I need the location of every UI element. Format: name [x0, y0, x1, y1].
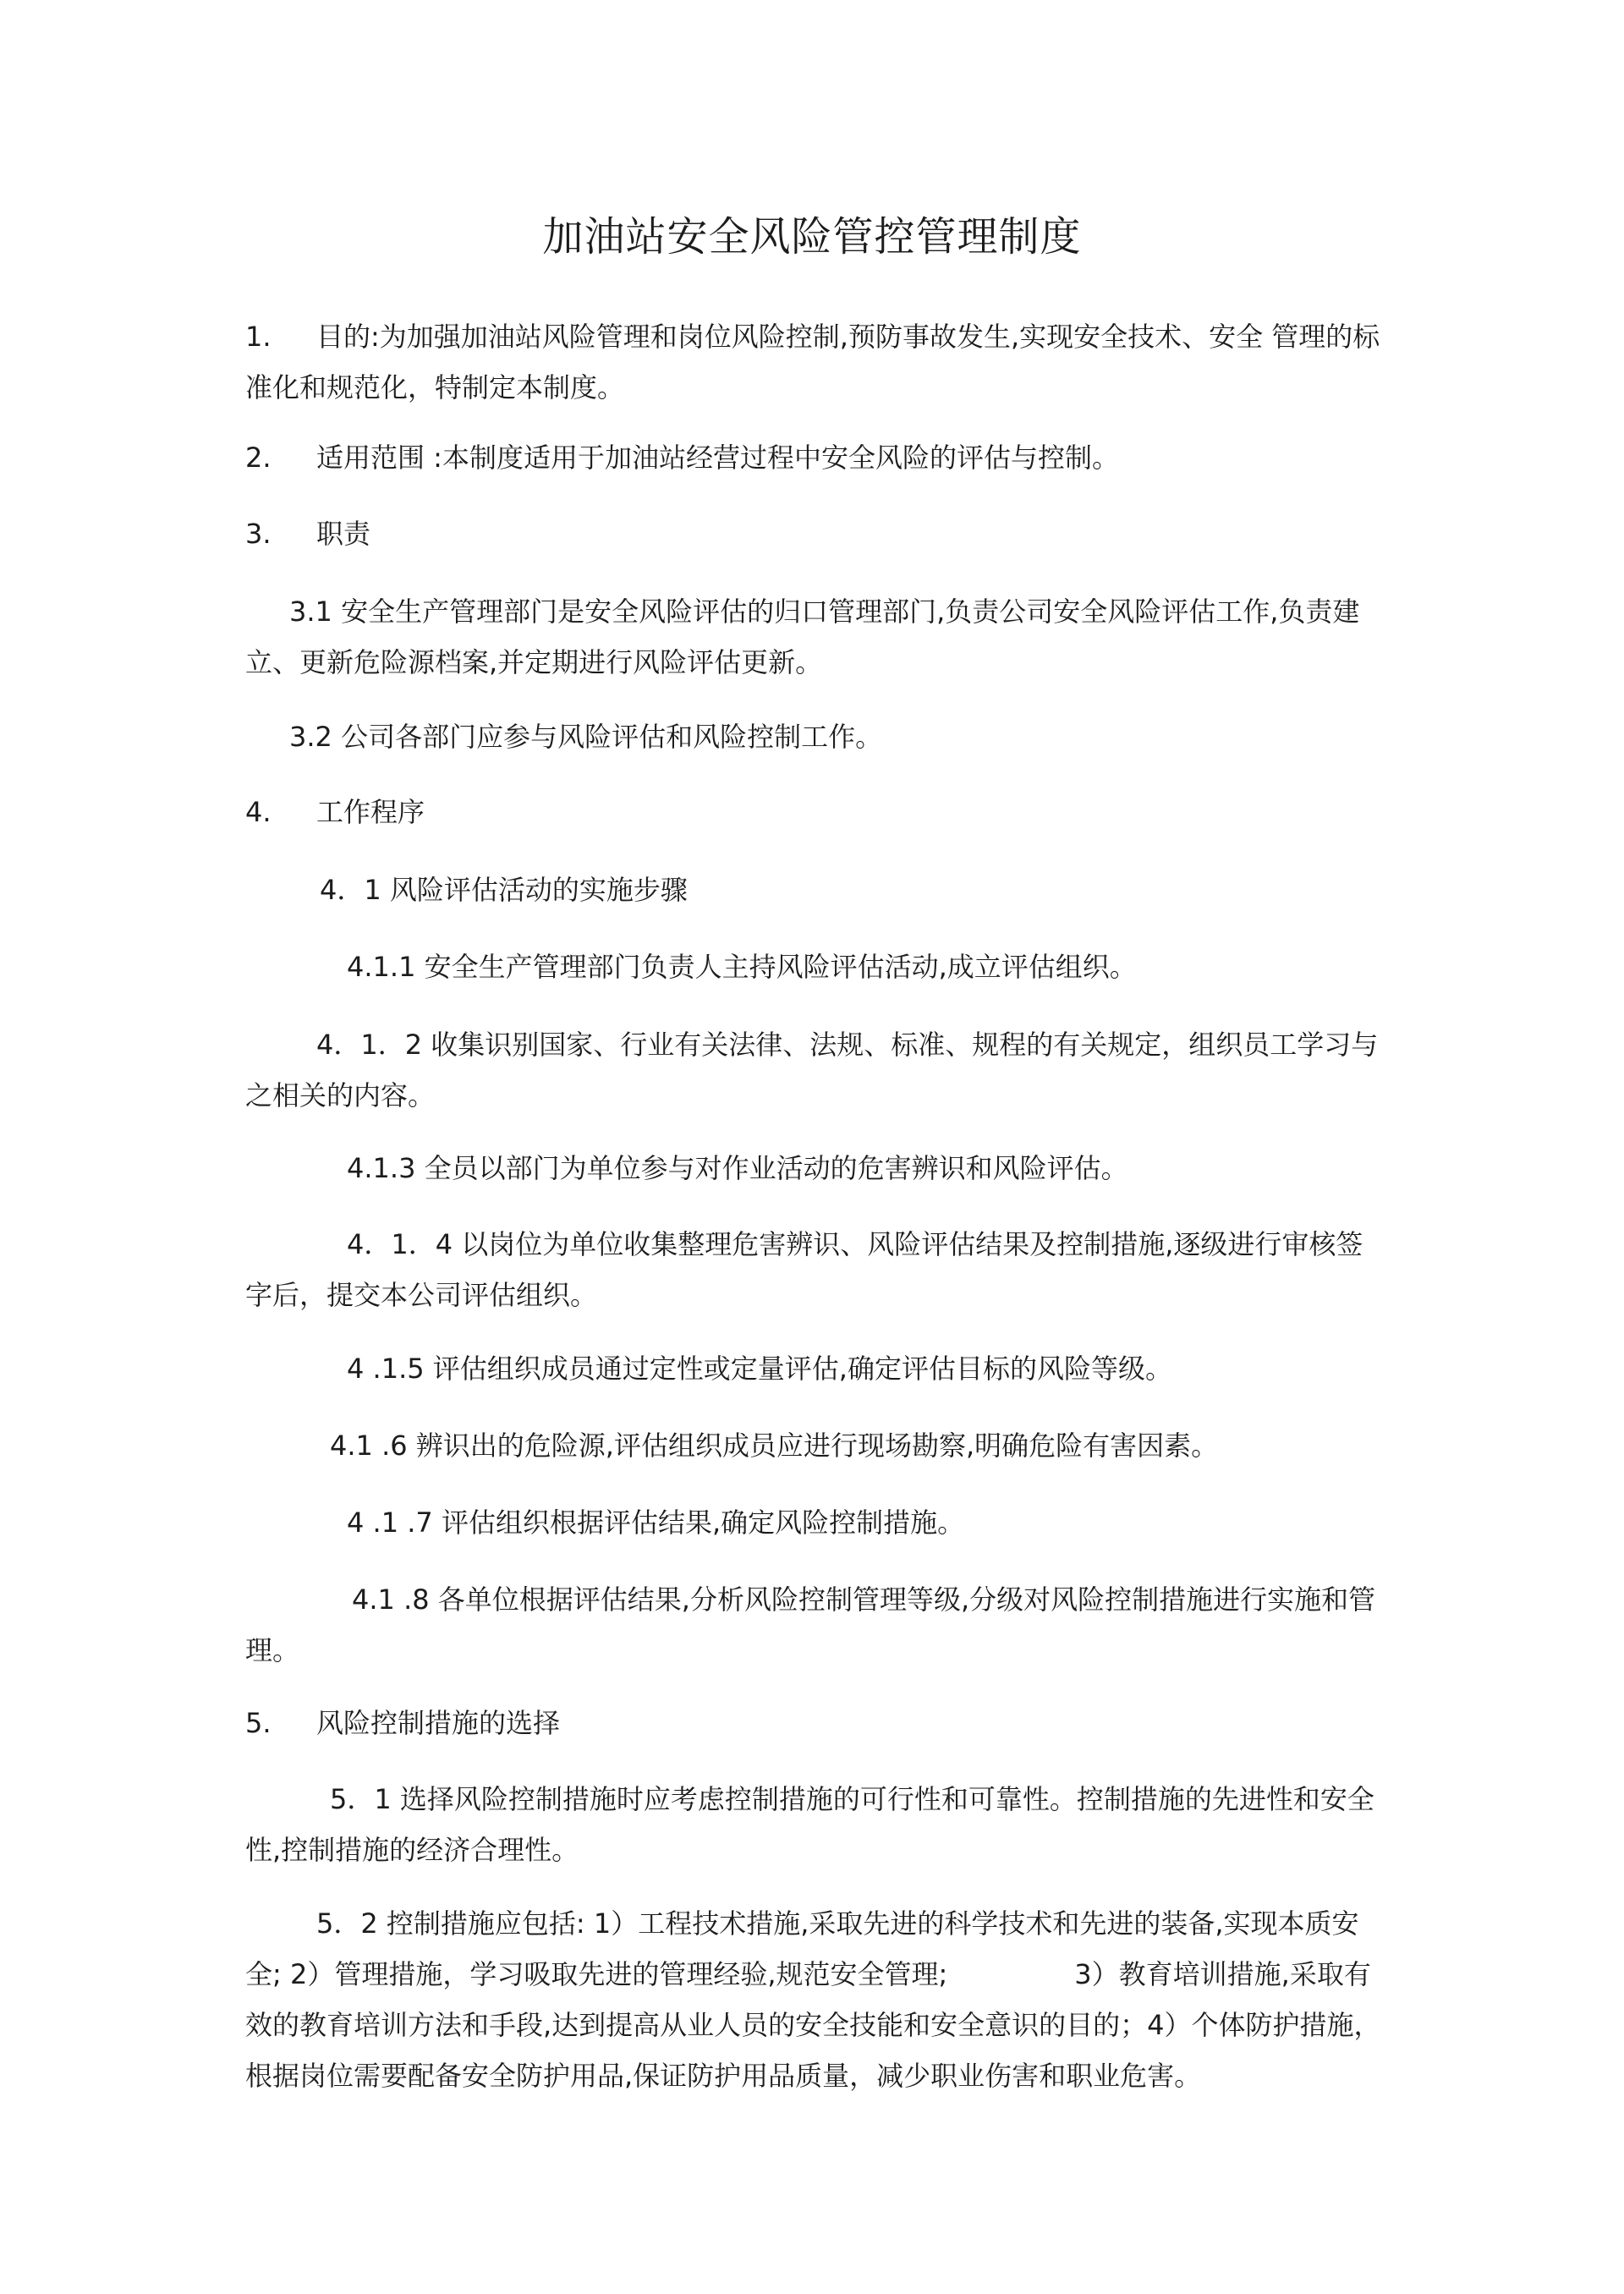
section-number: 5.	[245, 1707, 272, 1739]
section-text-part-1: 5．2 控制措施应包括: 1）工程技术措施,采取先进的科学技术和先进的装备,实现本质安全; 2）管理措施，学习吸取先进的管理经验,规范安全管理;	[245, 1907, 1359, 1990]
section-text: 5．1 选择风险控制措施时应考虑控制措施的可行性和可靠性。控制措施的先进性和安全性,控制措施的经济合理性。	[245, 1783, 1374, 1866]
section-text: 4．1．4 以岗位为单位收集整理危害辨识、风险评估结果及控制措施,逐级进行审核签字后，提交本公司评估组织。	[245, 1228, 1363, 1311]
section-text: 4.1 .8 各单位根据评估结果,分析风险控制管理等级,分级对风险控制措施进行实施和管理。	[245, 1583, 1376, 1666]
section-text: 工作程序	[316, 796, 425, 828]
section-5	[245, 1698, 1387, 1748]
section-4	[245, 787, 1387, 837]
section-text: 目的:为加强加油站风险管理和岗位风险控制,预防事故发生,实现安全技术、安全 管理的标准化和规范化，特制定本制度。	[245, 321, 1380, 403]
section-text: 4 .1.5 评估组织成员通过定性或定量评估,确定评估目标的风险等级。	[347, 1353, 1172, 1385]
section-1	[245, 311, 1387, 413]
section-number: 4.	[245, 796, 272, 828]
section-text: 职责	[316, 518, 371, 550]
section-4-1-1	[245, 941, 1387, 992]
section-text-part-2: 3）教育培训措施,采取有效的教育培训方法和手段,达到提高从业人员的安全技能和安全意识的目的；4）个体防护措施，根据岗位需要配备安全防护用品,保证防护用品质量，减少职业伤害和职业危害。	[245, 1958, 1381, 2092]
section-text: 4．1 风险评估活动的实施步骤	[320, 874, 688, 906]
section-text: 3.1 安全生产管理部门是安全风险评估的归口管理部门,负责公司安全风险评估工作,负责建立、更新危险源档案,并定期进行风险评估更新。	[245, 595, 1360, 678]
section-number: 3.	[245, 518, 272, 550]
section-4-1-3	[245, 1143, 1387, 1194]
section-3-2	[245, 711, 1387, 762]
section-text: 适用范围 :本制度适用于加油站经营过程中安全风险的评估与控制。	[316, 442, 1119, 474]
section-number: 1.	[245, 321, 272, 353]
section-3	[245, 508, 1387, 559]
section-4-1-4	[245, 1219, 1387, 1320]
section-text: 3.2 公司各部门应参与风险评估和风险控制工作。	[289, 721, 883, 753]
section-4-1-8	[245, 1574, 1387, 1676]
section-4-1-7	[245, 1497, 1387, 1548]
section-4-1-5	[245, 1343, 1387, 1394]
section-4-1-2	[245, 1019, 1387, 1121]
section-3-1	[245, 586, 1387, 688]
section-5-2	[245, 1898, 1387, 2101]
section-text: 4.1 .6 辨识出的危险源,评估组织成员应进行现场勘察,明确危险有害因素。	[330, 1430, 1219, 1462]
section-4-1-6	[245, 1420, 1387, 1471]
section-4-1	[245, 864, 1387, 915]
section-text: 4 .1 .7 评估组织根据评估结果,确定风险控制措施。	[347, 1506, 965, 1539]
section-text: 4.1.3 全员以部门为单位参与对作业活动的危害辨识和风险评估。	[347, 1152, 1128, 1184]
document-title: 加油站安全风险管控管理制度	[542, 213, 1082, 261]
section-number: 2.	[245, 442, 272, 474]
section-text: 风险控制措施的选择	[316, 1707, 561, 1739]
section-2	[245, 432, 1387, 483]
section-5-1	[245, 1774, 1387, 1875]
section-text: 4．1．2 收集识别国家、行业有关法律、法规、标准、规程的有关规定，组织员工学习与之相关的内容。	[245, 1029, 1379, 1111]
section-text: 4.1.1 安全生产管理部门负责人主持风险评估活动,成立评估组织。	[347, 951, 1137, 983]
